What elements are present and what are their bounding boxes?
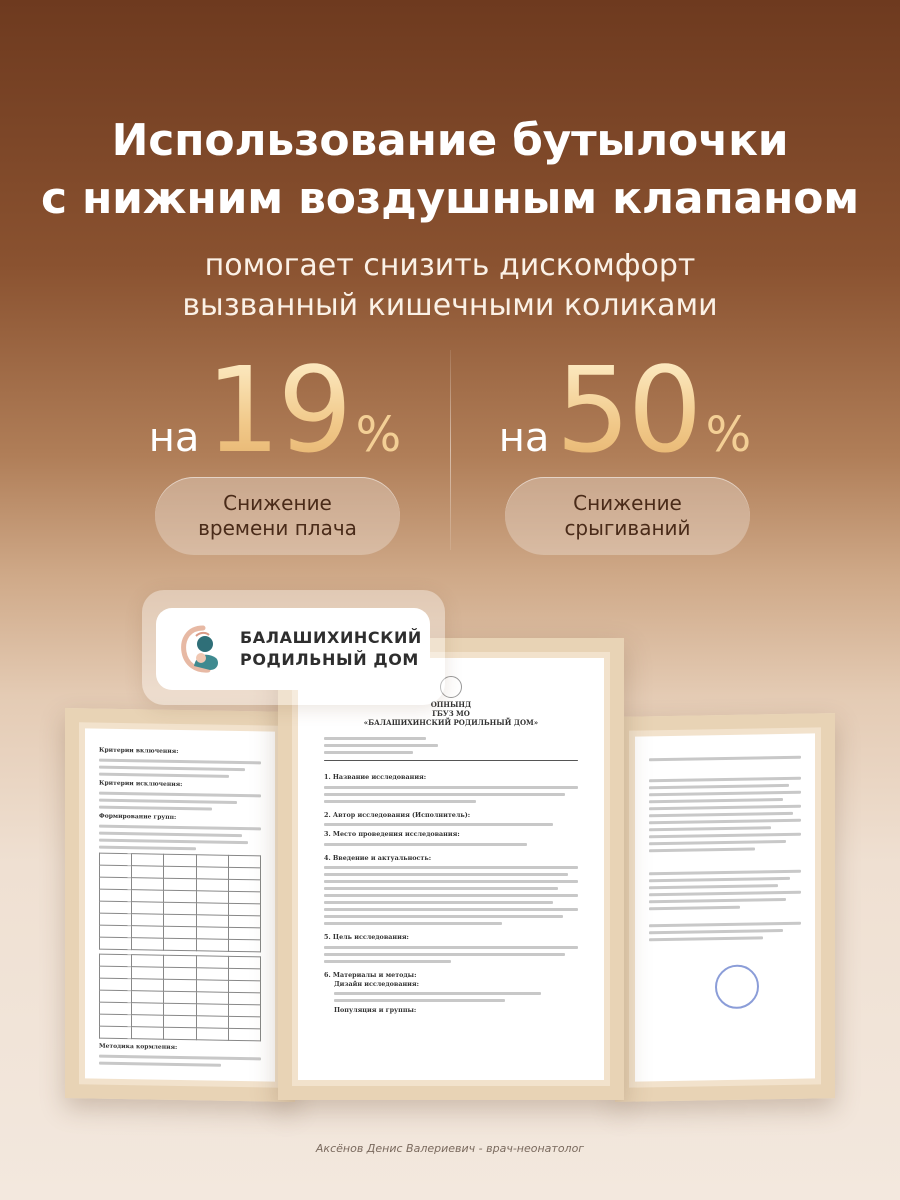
document-board-right — [615, 713, 835, 1102]
doc-item-design: Дизайн исследования: — [334, 979, 419, 988]
doc-header-line-1: ОПНЫНД — [430, 700, 472, 709]
document-board-left — [65, 708, 295, 1102]
subheadline-line-2: вызванный кишечными коликами — [182, 288, 718, 323]
stat-crying-time — [75, 341, 475, 485]
document-board-center — [278, 638, 624, 1100]
document-page-left — [85, 728, 275, 1081]
stat-value: 50 — [555, 341, 700, 479]
doc-left-exclusion: Критерии исключения: — [99, 779, 183, 789]
doc-header-line-2: ГБУЗ МО — [432, 709, 470, 718]
stat-prefix: на — [498, 415, 550, 461]
headline-line-1: Использование бутылочки — [111, 115, 789, 166]
stat-label-crying-time — [155, 477, 400, 555]
stat-label-line-2: срыгиваний — [564, 516, 691, 540]
stat-value: 19 — [205, 341, 350, 479]
doc-section-5: 5. Цель исследования: — [324, 933, 409, 942]
subheadline-line-1: помогает снизить дискомфорт — [204, 248, 696, 283]
doc-left-groups: Формирование групп: — [99, 812, 177, 821]
hospital-name-line-2: РОДИЛЬНЫЙ ДОМ — [240, 650, 419, 669]
document-page-right — [635, 733, 815, 1081]
doc-header-line-3: «БАЛАШИХИНСКИЙ РОДИЛЬНЫЙ ДОМ» — [363, 718, 539, 727]
stat-label-regurgitation — [505, 477, 750, 555]
hospital-name — [240, 627, 422, 671]
doc-left-table-2 — [99, 954, 261, 1042]
doc-section-2: 2. Автор исследования (Исполнитель): — [324, 810, 471, 819]
document-page-center — [298, 658, 604, 1080]
doc-section-3: 3. Место проведения исследования: — [324, 830, 460, 839]
subheadline — [0, 246, 900, 326]
hospital-name-line-1: БАЛАШИХИНСКИЙ — [240, 628, 422, 647]
stat-unit: % — [355, 407, 402, 463]
stat-unit: % — [705, 407, 752, 463]
doc-left-method: Методика кормления: — [99, 1042, 178, 1051]
headline-line-2: с нижним воздушным клапаном — [40, 173, 860, 224]
doc-item-population: Популяция и группы: — [334, 1006, 417, 1015]
doc-left-inclusion: Критерии включения: — [99, 746, 179, 755]
doc-section-4: 4. Введение и актуальность: — [324, 853, 432, 862]
round-stamp-icon — [715, 964, 759, 1009]
stat-label-line-1: Снижение — [223, 491, 332, 515]
doc-left-table-1 — [99, 853, 261, 953]
hospital-logo — [156, 608, 430, 690]
author-caption: Аксёнов Денис Валериевич - врач-неонатолог — [315, 1142, 585, 1155]
headline — [0, 112, 900, 228]
doc-section-1: 1. Название исследования: — [324, 773, 427, 781]
doc-section-6: 6. Материалы и методы: — [324, 970, 417, 979]
stat-prefix: на — [148, 415, 200, 461]
stat-label-line-1: Снижение — [573, 491, 682, 515]
stat-label-line-2: времени плача — [198, 516, 357, 540]
mother-baby-logo-icon — [178, 624, 228, 674]
stat-regurgitation — [425, 341, 825, 485]
